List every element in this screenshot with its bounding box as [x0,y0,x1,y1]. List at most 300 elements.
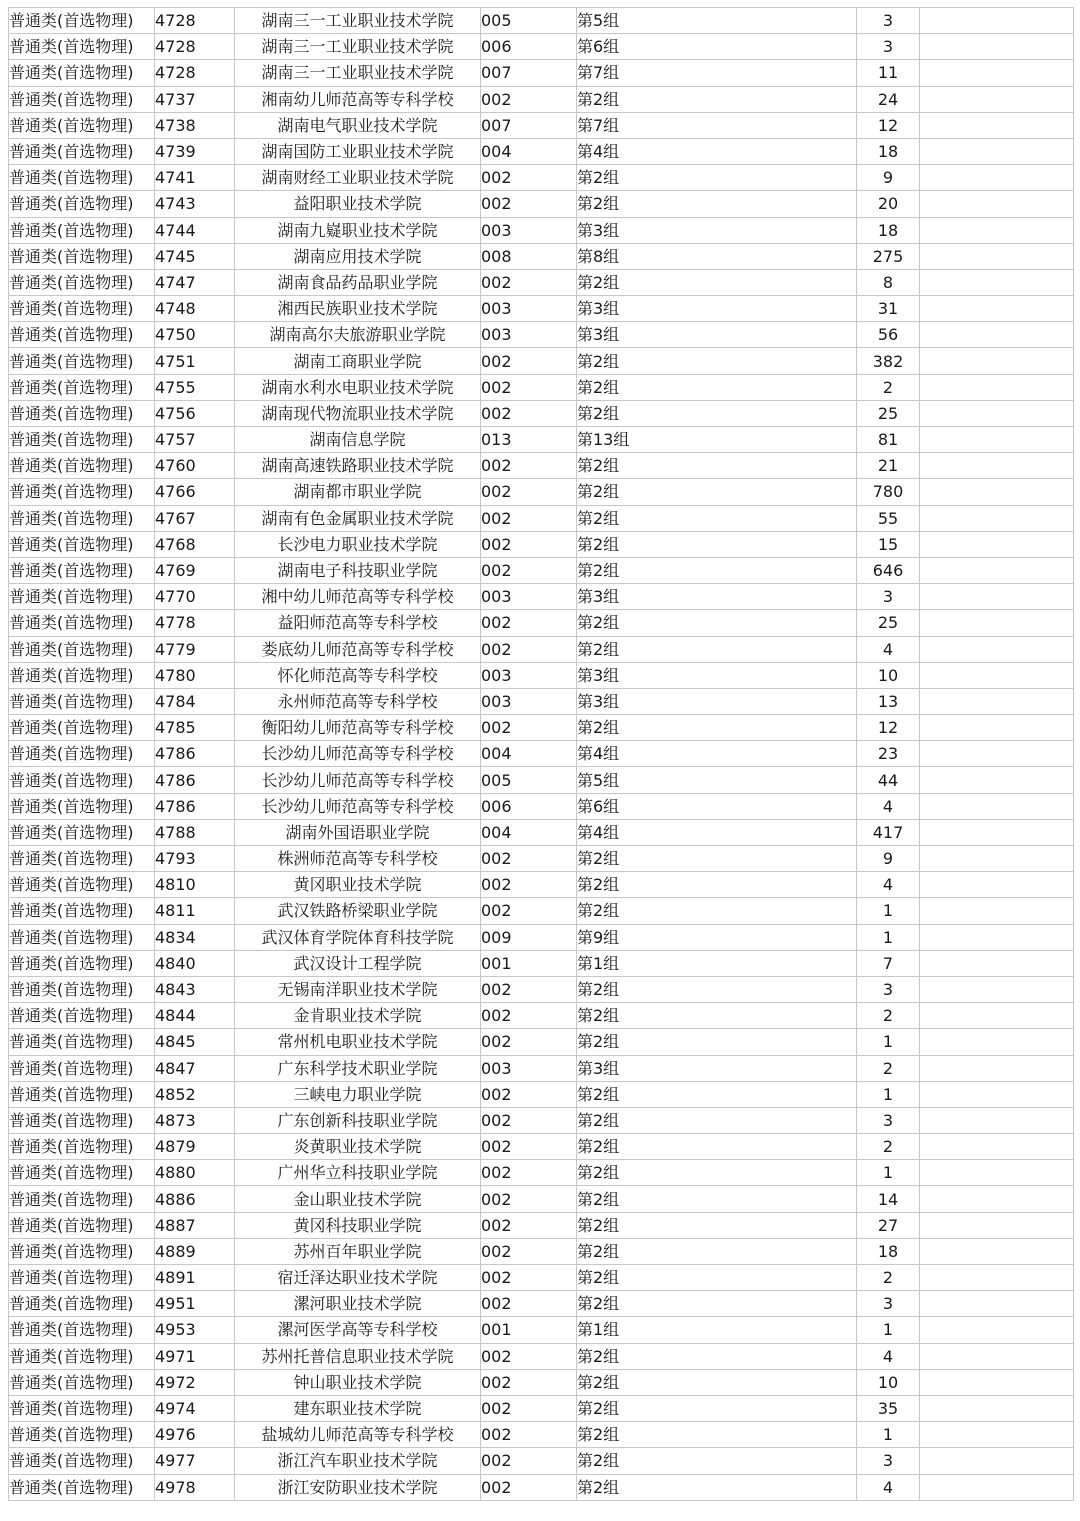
school-name-cell: 长沙幼儿师范高等专科学校 [235,793,481,819]
category-cell: 普通类(首选物理) [9,400,155,426]
group-code-cell: 003 [481,322,577,348]
school-code-cell: 4728 [155,60,235,86]
table-row [9,715,1074,741]
plan-count-cell: 2 [857,1003,920,1029]
group-name-cell: 第3组 [577,296,857,322]
plan-count-cell: 3 [857,1448,920,1474]
empty-cell [920,243,1074,269]
group-name-cell: 第3组 [577,1055,857,1081]
group-name-cell: 第2组 [577,1186,857,1212]
group-name-cell: 第5组 [577,767,857,793]
school-code-cell: 4844 [155,1003,235,1029]
category-cell: 普通类(首选物理) [9,1448,155,1474]
group-name-cell: 第2组 [577,1343,857,1369]
school-name-cell: 株洲师范高等专科学校 [235,846,481,872]
plan-count-cell: 1 [857,924,920,950]
group-code-cell: 002 [481,1343,577,1369]
empty-cell [920,1107,1074,1133]
plan-count-cell: 417 [857,819,920,845]
plan-count-cell: 18 [857,217,920,243]
school-code-cell: 4767 [155,505,235,531]
category-cell: 普通类(首选物理) [9,741,155,767]
plan-count-cell: 3 [857,34,920,60]
plan-count-cell: 1 [857,1081,920,1107]
table-row [9,1134,1074,1160]
school-code-cell: 4810 [155,872,235,898]
empty-cell [920,1448,1074,1474]
group-code-cell: 002 [481,872,577,898]
table-row [9,269,1074,295]
table-row [9,427,1074,453]
school-name-cell: 湖南高速铁路职业技术学院 [235,453,481,479]
empty-cell [920,8,1074,34]
plan-count-cell: 275 [857,243,920,269]
category-cell: 普通类(首选物理) [9,1081,155,1107]
group-name-cell: 第2组 [577,1134,857,1160]
empty-cell [920,217,1074,243]
empty-cell [920,453,1074,479]
empty-cell [920,767,1074,793]
empty-cell [920,531,1074,557]
school-name-cell: 盐城幼儿师范高等专科学校 [235,1422,481,1448]
empty-cell [920,191,1074,217]
group-name-cell: 第6组 [577,34,857,60]
group-code-cell: 008 [481,243,577,269]
school-name-cell: 湖南水利水电职业技术学院 [235,374,481,400]
empty-cell [920,819,1074,845]
group-code-cell: 001 [481,1317,577,1343]
group-name-cell: 第3组 [577,322,857,348]
plan-count-cell: 10 [857,662,920,688]
school-name-cell: 湖南都市职业学院 [235,479,481,505]
group-name-cell: 第2组 [577,531,857,557]
group-code-cell: 002 [481,636,577,662]
group-name-cell: 第2组 [577,1003,857,1029]
plan-count-cell: 2 [857,1055,920,1081]
plan-count-cell: 1 [857,1029,920,1055]
group-name-cell: 第4组 [577,138,857,164]
group-name-cell: 第2组 [577,872,857,898]
table-row [9,1395,1074,1421]
group-code-cell: 001 [481,950,577,976]
plan-count-cell: 2 [857,374,920,400]
group-code-cell: 002 [481,374,577,400]
group-name-cell: 第2组 [577,715,857,741]
group-name-cell: 第2组 [577,1395,857,1421]
plan-count-cell: 15 [857,531,920,557]
table-row [9,60,1074,86]
school-code-cell: 4747 [155,269,235,295]
category-cell: 普通类(首选物理) [9,86,155,112]
school-name-cell: 益阳师范高等专科学校 [235,610,481,636]
school-name-cell: 湘中幼儿师范高等专科学校 [235,584,481,610]
group-name-cell: 第2组 [577,1212,857,1238]
school-code-cell: 4745 [155,243,235,269]
empty-cell [920,1474,1074,1500]
plan-count-cell: 9 [857,165,920,191]
empty-cell [920,715,1074,741]
empty-cell [920,348,1074,374]
plan-count-cell: 4 [857,1343,920,1369]
group-code-cell: 002 [481,1029,577,1055]
empty-cell [920,60,1074,86]
school-name-cell: 炎黄职业技术学院 [235,1134,481,1160]
group-code-cell: 006 [481,34,577,60]
school-code-cell: 4728 [155,8,235,34]
table-row [9,898,1074,924]
plan-count-cell: 10 [857,1369,920,1395]
group-code-cell: 002 [481,1003,577,1029]
school-name-cell: 湖南外国语职业学院 [235,819,481,845]
empty-cell [920,1317,1074,1343]
empty-cell [920,165,1074,191]
category-cell: 普通类(首选物理) [9,374,155,400]
table-row [9,112,1074,138]
category-cell: 普通类(首选物理) [9,1107,155,1133]
group-code-cell: 002 [481,191,577,217]
group-name-cell: 第2组 [577,1160,857,1186]
category-cell: 普通类(首选物理) [9,1422,155,1448]
category-cell: 普通类(首选物理) [9,8,155,34]
plan-count-cell: 382 [857,348,920,374]
school-name-cell: 黄冈科技职业学院 [235,1212,481,1238]
group-code-cell: 006 [481,793,577,819]
group-name-cell: 第9组 [577,924,857,950]
school-code-cell: 4760 [155,453,235,479]
school-code-cell: 4744 [155,217,235,243]
group-name-cell: 第7组 [577,60,857,86]
school-name-cell: 湖南电气职业技术学院 [235,112,481,138]
table-row [9,793,1074,819]
empty-cell [920,976,1074,1002]
table-row [9,1212,1074,1238]
empty-cell [920,662,1074,688]
group-code-cell: 005 [481,8,577,34]
school-code-cell: 4977 [155,1448,235,1474]
group-name-cell: 第2组 [577,86,857,112]
table-row [9,86,1074,112]
category-cell: 普通类(首选物理) [9,976,155,1002]
group-code-cell: 002 [481,505,577,531]
school-name-cell: 湖南信息学院 [235,427,481,453]
group-name-cell: 第2组 [577,846,857,872]
table-row [9,34,1074,60]
school-name-cell: 怀化师范高等专科学校 [235,662,481,688]
table-row [9,1317,1074,1343]
plan-count-cell: 4 [857,872,920,898]
school-name-cell: 永州师范高等专科学校 [235,688,481,714]
group-name-cell: 第2组 [577,1474,857,1500]
table-row [9,8,1074,34]
plan-count-cell: 7 [857,950,920,976]
table-row [9,1422,1074,1448]
plan-count-cell: 31 [857,296,920,322]
category-cell: 普通类(首选物理) [9,1238,155,1264]
group-code-cell: 002 [481,1395,577,1421]
category-cell: 普通类(首选物理) [9,793,155,819]
table-row [9,1291,1074,1317]
plan-count-cell: 11 [857,60,920,86]
school-name-cell: 常州机电职业技术学院 [235,1029,481,1055]
school-code-cell: 4845 [155,1029,235,1055]
empty-cell [920,1343,1074,1369]
plan-count-cell: 12 [857,715,920,741]
school-code-cell: 4743 [155,191,235,217]
plan-count-cell: 44 [857,767,920,793]
table-row [9,1369,1074,1395]
category-cell: 普通类(首选物理) [9,112,155,138]
school-name-cell: 三峡电力职业学院 [235,1081,481,1107]
school-name-cell: 无锡南洋职业技术学院 [235,976,481,1002]
category-cell: 普通类(首选物理) [9,60,155,86]
empty-cell [920,584,1074,610]
group-code-cell: 002 [481,715,577,741]
group-code-cell: 002 [481,165,577,191]
empty-cell [920,1212,1074,1238]
group-name-cell: 第4组 [577,741,857,767]
empty-cell [920,296,1074,322]
empty-cell [920,924,1074,950]
school-name-cell: 建东职业技术学院 [235,1395,481,1421]
empty-cell [920,1003,1074,1029]
school-name-cell: 湖南食品药品职业学院 [235,269,481,295]
empty-cell [920,112,1074,138]
table-row [9,819,1074,845]
plan-count-cell: 9 [857,846,920,872]
table-row [9,1160,1074,1186]
table-row [9,1343,1074,1369]
table-row [9,557,1074,583]
empty-cell [920,1029,1074,1055]
school-name-cell: 武汉体育学院体育科技学院 [235,924,481,950]
plan-count-cell: 56 [857,322,920,348]
group-name-cell: 第7组 [577,112,857,138]
school-name-cell: 漯河医学高等专科学校 [235,1317,481,1343]
school-code-cell: 4880 [155,1160,235,1186]
group-code-cell: 013 [481,427,577,453]
category-cell: 普通类(首选物理) [9,296,155,322]
group-name-cell: 第2组 [577,1238,857,1264]
group-code-cell: 002 [481,557,577,583]
group-code-cell: 009 [481,924,577,950]
table-row [9,138,1074,164]
group-name-cell: 第2组 [577,1265,857,1291]
school-name-cell: 湖南现代物流职业技术学院 [235,400,481,426]
group-name-cell: 第2组 [577,191,857,217]
group-code-cell: 002 [481,1265,577,1291]
category-cell: 普通类(首选物理) [9,1160,155,1186]
school-code-cell: 4834 [155,924,235,950]
plan-count-cell: 1 [857,1422,920,1448]
empty-cell [920,872,1074,898]
empty-cell [920,688,1074,714]
plan-count-cell: 780 [857,479,920,505]
school-code-cell: 4728 [155,34,235,60]
category-cell: 普通类(首选物理) [9,1474,155,1500]
plan-count-cell: 18 [857,138,920,164]
table-row [9,165,1074,191]
category-cell: 普通类(首选物理) [9,819,155,845]
school-name-cell: 衡阳幼儿师范高等专科学校 [235,715,481,741]
group-code-cell: 003 [481,584,577,610]
empty-cell [920,1422,1074,1448]
school-code-cell: 4784 [155,688,235,714]
table-row [9,950,1074,976]
group-code-cell: 002 [481,400,577,426]
category-cell: 普通类(首选物理) [9,636,155,662]
school-code-cell: 4750 [155,322,235,348]
group-code-cell: 003 [481,662,577,688]
table-row [9,1238,1074,1264]
category-cell: 普通类(首选物理) [9,1317,155,1343]
school-code-cell: 4786 [155,741,235,767]
empty-cell [920,138,1074,164]
category-cell: 普通类(首选物理) [9,1134,155,1160]
school-name-cell: 湖南有色金属职业技术学院 [235,505,481,531]
school-name-cell: 湖南电子科技职业学院 [235,557,481,583]
admission-plan-table [8,7,1074,1501]
group-name-cell: 第2组 [577,348,857,374]
group-code-cell: 002 [481,976,577,1002]
table-row [9,636,1074,662]
group-name-cell: 第2组 [577,898,857,924]
school-code-cell: 4951 [155,1291,235,1317]
table-body [9,8,1074,1501]
category-cell: 普通类(首选物理) [9,165,155,191]
table-row [9,322,1074,348]
school-code-cell: 4757 [155,427,235,453]
plan-count-cell: 24 [857,86,920,112]
group-code-cell: 002 [481,1186,577,1212]
group-code-cell: 002 [481,531,577,557]
plan-count-cell: 25 [857,610,920,636]
category-cell: 普通类(首选物理) [9,688,155,714]
group-name-cell: 第1组 [577,950,857,976]
school-name-cell: 武汉设计工程学院 [235,950,481,976]
table-row [9,1186,1074,1212]
school-name-cell: 浙江安防职业技术学院 [235,1474,481,1500]
table-row [9,976,1074,1002]
group-code-cell: 002 [481,269,577,295]
school-name-cell: 浙江汽车职业技术学院 [235,1448,481,1474]
plan-count-cell: 2 [857,1265,920,1291]
school-code-cell: 4770 [155,584,235,610]
table-row [9,1448,1074,1474]
category-cell: 普通类(首选物理) [9,1343,155,1369]
table-row [9,1474,1074,1500]
group-name-cell: 第2组 [577,557,857,583]
table-row [9,662,1074,688]
empty-cell [920,86,1074,112]
group-name-cell: 第3组 [577,688,857,714]
category-cell: 普通类(首选物理) [9,898,155,924]
school-name-cell: 苏州托普信息职业技术学院 [235,1343,481,1369]
school-name-cell: 湖南九嶷职业技术学院 [235,217,481,243]
school-code-cell: 4873 [155,1107,235,1133]
group-code-cell: 002 [481,86,577,112]
table-row [9,400,1074,426]
group-name-cell: 第2组 [577,1422,857,1448]
empty-cell [920,846,1074,872]
category-cell: 普通类(首选物理) [9,138,155,164]
group-code-cell: 003 [481,1055,577,1081]
empty-cell [920,1369,1074,1395]
empty-cell [920,1134,1074,1160]
group-code-cell: 007 [481,60,577,86]
school-name-cell: 武汉铁路桥梁职业学院 [235,898,481,924]
school-name-cell: 漯河职业技术学院 [235,1291,481,1317]
school-name-cell: 益阳职业技术学院 [235,191,481,217]
plan-count-cell: 81 [857,427,920,453]
group-code-cell: 004 [481,138,577,164]
school-name-cell: 长沙电力职业技术学院 [235,531,481,557]
empty-cell [920,636,1074,662]
school-code-cell: 4756 [155,400,235,426]
plan-count-cell: 21 [857,453,920,479]
empty-cell [920,1160,1074,1186]
empty-cell [920,505,1074,531]
empty-cell [920,479,1074,505]
group-name-cell: 第2组 [577,479,857,505]
category-cell: 普通类(首选物理) [9,269,155,295]
school-code-cell: 4843 [155,976,235,1002]
school-code-cell: 4972 [155,1369,235,1395]
school-name-cell: 金山职业技术学院 [235,1186,481,1212]
table-row [9,924,1074,950]
plan-count-cell: 13 [857,688,920,714]
plan-count-cell: 14 [857,1186,920,1212]
plan-count-cell: 3 [857,976,920,1002]
group-name-cell: 第2组 [577,400,857,426]
category-cell: 普通类(首选物理) [9,34,155,60]
empty-cell [920,950,1074,976]
plan-count-cell: 3 [857,1107,920,1133]
group-name-cell: 第5组 [577,8,857,34]
school-code-cell: 4852 [155,1081,235,1107]
group-name-cell: 第2组 [577,165,857,191]
category-cell: 普通类(首选物理) [9,662,155,688]
group-name-cell: 第2组 [577,1291,857,1317]
category-cell: 普通类(首选物理) [9,191,155,217]
empty-cell [920,269,1074,295]
school-code-cell: 4978 [155,1474,235,1500]
school-name-cell: 宿迁泽达职业技术学院 [235,1265,481,1291]
empty-cell [920,427,1074,453]
school-name-cell: 湖南三一工业职业技术学院 [235,34,481,60]
group-code-cell: 002 [481,898,577,924]
table-row [9,610,1074,636]
plan-count-cell: 8 [857,269,920,295]
empty-cell [920,898,1074,924]
group-code-cell: 002 [481,1369,577,1395]
empty-cell [920,557,1074,583]
empty-cell [920,34,1074,60]
table-row [9,1003,1074,1029]
school-code-cell: 4886 [155,1186,235,1212]
table-row [9,243,1074,269]
group-code-cell: 002 [481,610,577,636]
group-code-cell: 002 [481,846,577,872]
school-code-cell: 4786 [155,793,235,819]
school-name-cell: 湖南财经工业职业技术学院 [235,165,481,191]
group-code-cell: 002 [481,348,577,374]
table-row [9,741,1074,767]
empty-cell [920,793,1074,819]
plan-count-cell: 12 [857,112,920,138]
plan-count-cell: 35 [857,1395,920,1421]
group-code-cell: 002 [481,1107,577,1133]
empty-cell [920,741,1074,767]
